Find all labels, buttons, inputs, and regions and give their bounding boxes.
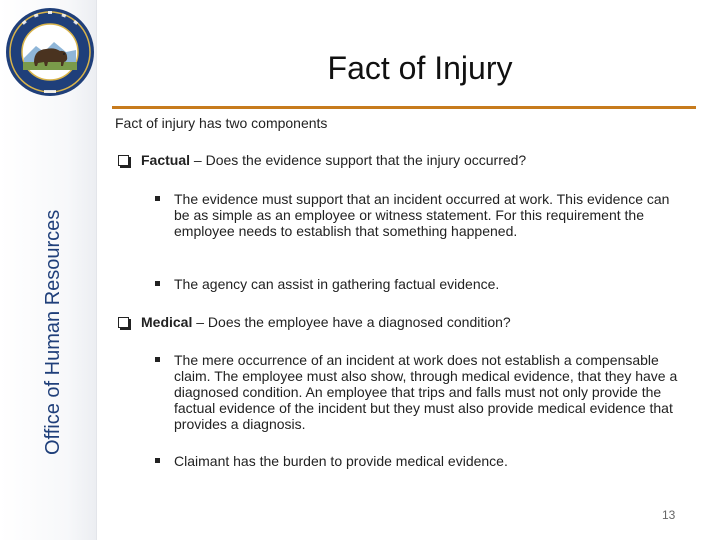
bullet-text: The agency can assist in gathering factual evidence. <box>174 276 500 292</box>
section-question: – Does the employee have a diagnosed condition? <box>192 314 511 330</box>
page-number: 13 <box>662 508 676 522</box>
list-item <box>155 191 685 239</box>
title-divider <box>112 106 696 109</box>
square-bullet-icon <box>155 458 160 463</box>
list-item <box>155 352 685 432</box>
intro-text: Fact of injury has two components <box>115 115 328 131</box>
bullet-text: The evidence must support that an incident occurred at work. This evidence can be as simple as an employee or witness statement. For this requirement the employee needs to establish that something happened. <box>174 191 670 239</box>
section-term: Medical <box>141 314 193 330</box>
list-item <box>155 276 685 292</box>
section-medical <box>118 314 511 330</box>
bison-seal-icon <box>4 6 96 98</box>
checkbox-bullet-icon <box>118 317 129 328</box>
section-factual <box>118 152 526 168</box>
sidebar <box>0 0 97 540</box>
list-item <box>155 453 685 469</box>
bullet-text: The mere occurrence of an incident at work does not establish a compensable claim. The employee must also show, through medical evidence, that they have a diagnosed condition. An employee that trips and falls must not only provide the factual evidence of the incident but they must also provide medical evidence that provides a diagnosis. <box>174 352 678 432</box>
section-question: – Does the evidence support that the injury occurred? <box>190 152 527 168</box>
checkbox-bullet-icon <box>118 155 129 166</box>
square-bullet-icon <box>155 281 160 286</box>
sidebar-label: Office of Human Resources <box>42 209 64 455</box>
page-title: Fact of Injury <box>327 50 513 86</box>
square-bullet-icon <box>155 196 160 201</box>
bullet-text: Claimant has the burden to provide medical evidence. <box>174 453 508 469</box>
square-bullet-icon <box>155 357 160 362</box>
section-term: Factual <box>141 152 191 168</box>
